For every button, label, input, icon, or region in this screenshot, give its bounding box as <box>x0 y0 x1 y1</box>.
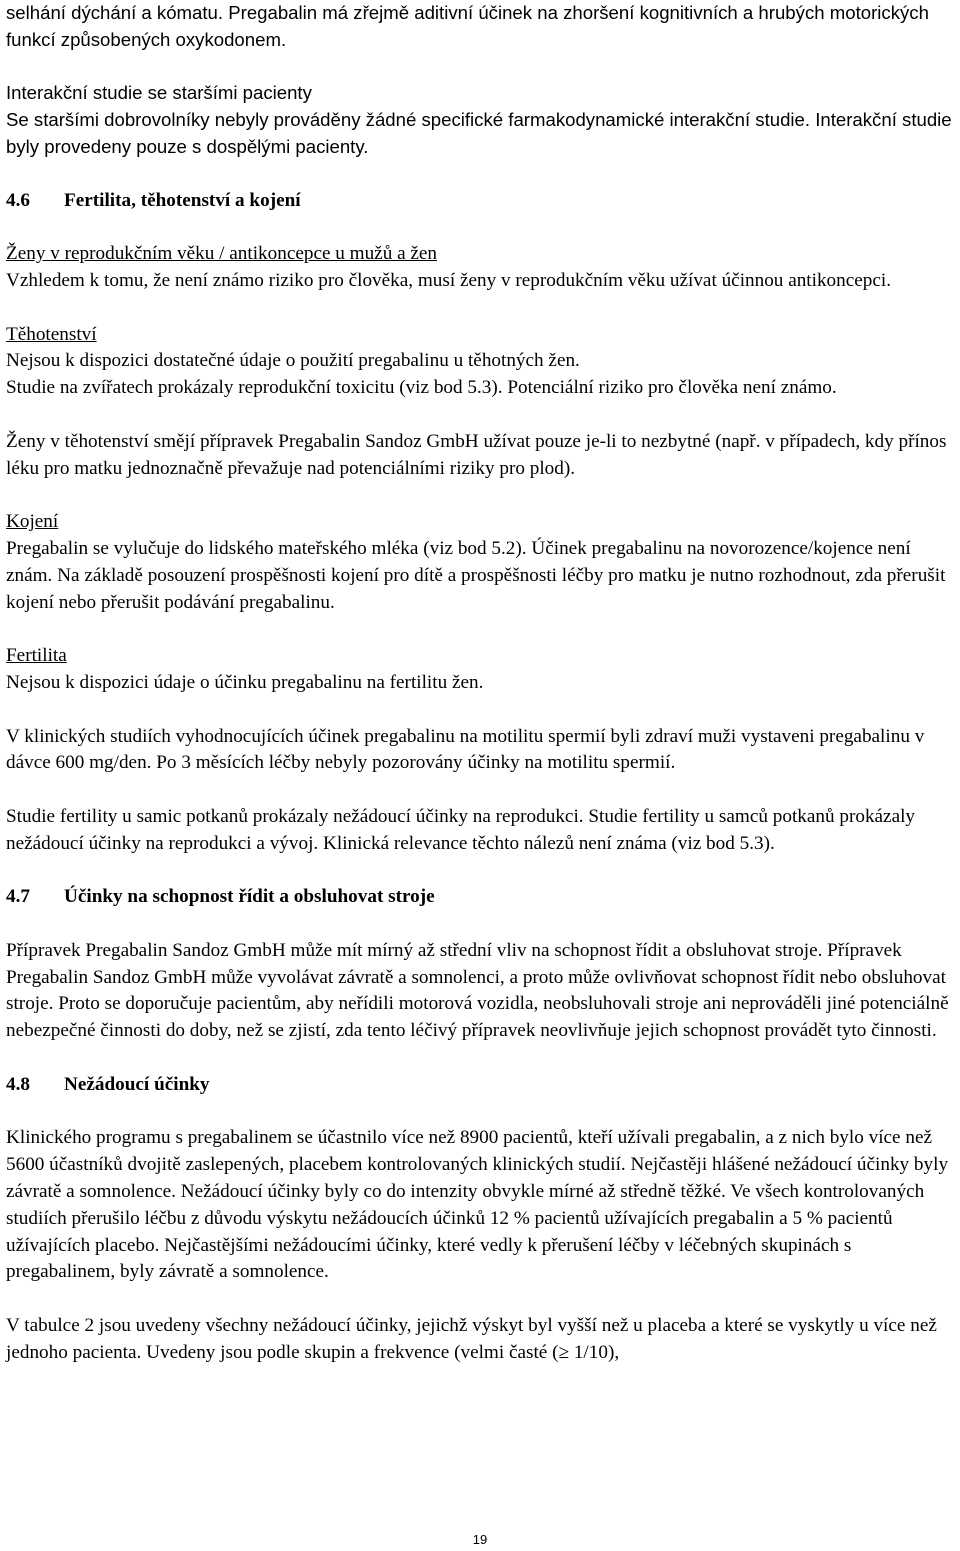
fertility-subtitle: Fertilita <box>6 645 67 667</box>
breastfeeding-subtitle: Kojení <box>6 511 59 533</box>
section-number: 4.7 <box>6 886 30 908</box>
section-number: 4.6 <box>6 189 30 211</box>
pregnancy-subtitle: Těhotenství <box>6 323 97 345</box>
section-title: Nežádoucí účinky <box>64 1073 210 1095</box>
driving-text: Přípravek Pregabalin Sandoz GmbH může mít mírný až střední vliv na schopnost řídit a obsluhovat stroje. Přípravek Pregabalin Sandoz GmbH může vyvolávat závratě a somnolenci, a proto může ovlivňovat schopnost řídit nebo obsluhovat stroje. Proto se doporučuje pacientům, aby neřídili motorová vozidla, neobsluhovali stroje ani neprováděli jiné potenciálně nebezpečné činnosti do doby, než se zjistí, zda tento léčivý přípravek neovlivňuje jejich schopnost provádět tyto činnosti. <box>6 939 949 1042</box>
breastfeeding-text: Pregabalin se vylučuje do lidského mateřského mléka (viz bod 5.2). Účinek pregabalinu na novorozence/kojence není znám. Na základě posouzení prospěšnosti kojení pro dítě a prospěšnosti léčby pro matku je nutno rozhodnout, zda přerušit kojení nebo přerušit podávání pregabalinu. <box>6 537 946 613</box>
elderly-subtitle: Interakční studie se staršími pacienty <box>6 82 312 104</box>
fertility-paragraph-2: V klinických studiích vyhodnocujících účinek pregabalinu na motilitu spermií byli zdraví muži vystaveni pregabalinu v dávce 600 mg/den. Po 3 měsících léčby nebyly pozorovány účinky na motilitu spermií. <box>6 725 925 774</box>
section-title: Účinky na schopnost řídit a obsluhovat stroje <box>64 886 435 908</box>
section-number: 4.8 <box>6 1073 30 1095</box>
intro-paragraph: selhání dýchání a kómatu. Pregabalin má zřejmě aditivní účinek na zhoršení kognitivních a hrubých motorických funkcí způsobených oxykodonem. <box>6 2 929 50</box>
adverse-effects-paragraph-2: V tabulce 2 jsou uvedeny všechny nežádoucí účinky, jejichž výskyt byl vyšší než u placeba a které se vyskytly u více než jednoho pacienta. Uvedeny jsou podle skupin a frekvence (velmi časté (≥ 1/10), <box>6 1315 937 1363</box>
section-title: Fertilita, těhotenství a kojení <box>64 189 301 211</box>
pregnancy-line-1: Nejsou k dispozici dostatečné údaje o použití pregabalinu u těhotných žen. <box>6 350 580 372</box>
page-number: 19 <box>472 1532 488 1547</box>
adverse-effects-paragraph-1: Klinického programu s pregabalinem se účastnilo více než 8900 pacientů, kteří užívali pregabalin, a z nich bylo více než 5600 účastníků dvojitě zaslepených, placebem kontrolovaných klinických studií. Nejčastěji hlášené nežádoucí účinky byly závratě a somnolence. Nežádoucí účinky byly co do intenzity obvykle mírné až středně těžké. Ve všech kontrolovaných studiích přerušilo léčbu z důvodu výskytu nežádoucích účinků 12 % pacientů užívajících pregabalin a 5 % pacientů užívajících placebo. Nejčastějšími nežádoucími účinky, které vedly k přerušení léčby v léčebných skupinách s pregabalinem, byly závratě a somnolence. <box>6 1127 949 1283</box>
fertility-text: Nejsou k dispozici údaje o účinku pregabalinu na fertilitu žen. <box>6 671 484 693</box>
contraception-subtitle: Ženy v reprodukčním věku / antikoncepce u mužů a žen <box>6 243 438 265</box>
section-4-7-heading <box>6 884 954 911</box>
elderly-text: Se staršími dobrovolníky nebyly prováděny žádné specifické farmakodynamické interakční studie. Interakční studie byly provedeny pouze s dospělými pacienty. <box>6 109 952 157</box>
fertility-paragraph-3: Studie fertility u samic potkanů prokázaly nežádoucí účinky na reprodukci. Studie fertility u samců potkanů prokázaly nežádoucí účinky na reprodukci a vývoj. Klinická relevance těchto nálezů není známa (viz bod 5.3). <box>6 805 916 854</box>
contraception-text: Vzhledem k tomu, že není známo riziko pro člověka, musí ženy v reprodukčním věku užívat účinnou antikoncepci. <box>6 269 892 291</box>
document-page <box>6 0 954 1367</box>
pregnancy-line-2: Studie na zvířatech prokázaly reprodukční toxicitu (viz bod 5.3). Potenciální riziko pro člověka není známo. <box>6 377 837 399</box>
section-4-6-heading <box>6 188 954 215</box>
pregnancy-paragraph-2: Ženy v těhotenství smějí přípravek Pregabalin Sandoz GmbH užívat pouze je-li to nezbytné (např. v případech, kdy přínos léku pro matku jednoznačně převažuje nad potenciálními riziky pro plod). <box>6 430 947 479</box>
section-4-8-heading <box>6 1072 954 1099</box>
